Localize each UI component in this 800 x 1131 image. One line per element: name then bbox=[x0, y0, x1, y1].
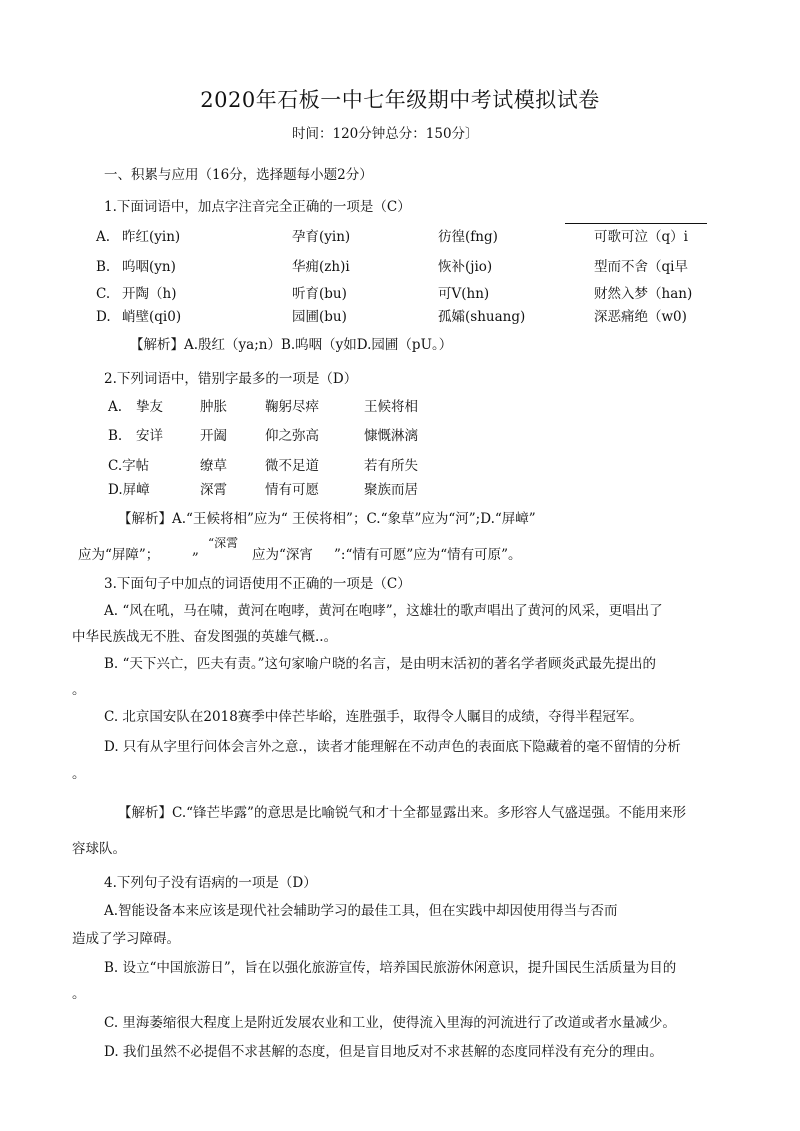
option-word: 孕育(yin) bbox=[292, 229, 351, 245]
option-word: 呜咽(yn) bbox=[122, 259, 176, 275]
q2-analysis-line1: 【解析】A.“王候将相”应为“ 王侯将相”；C.“象草”应为“河”;D.“屏嶂” bbox=[118, 511, 536, 527]
q3-analysis-line2: 容球队。 bbox=[72, 841, 126, 857]
q4-option-a-line2: 造成了学习障碍。 bbox=[72, 931, 180, 947]
analysis-text: „ bbox=[192, 542, 199, 558]
option-word: 开陶（h) bbox=[122, 286, 177, 302]
exam-meta: 时间：120分钟总分：150分〕 bbox=[292, 126, 479, 142]
option-word: 昨红(yin) bbox=[122, 229, 181, 245]
option-word: 深霄 bbox=[200, 482, 227, 498]
option-word: 华痈(zh)i bbox=[292, 259, 350, 275]
analysis-text: 应为“深宵 bbox=[252, 547, 313, 563]
option-word: 开阖 bbox=[200, 428, 227, 444]
q3-analysis-line1: 【解析】C.“锋芒毕露”的意思是比喻锐气和才十全都显露出来。多形容人气盛逞强。不能用来形 bbox=[118, 805, 686, 821]
option-word: 孤孀(shuang) bbox=[438, 309, 526, 325]
option-letter: A. bbox=[96, 229, 111, 245]
q3-option-a-line1: A. “风在吼，马在啸，黄河在咆哮，黄河在咆哮”，这雄壮的歌声唱出了黄河的风采，更唱出了 bbox=[104, 603, 663, 619]
option-letter: D. bbox=[96, 309, 111, 325]
analysis-text: “深霄 bbox=[208, 536, 239, 550]
option-word: 深恶痛绝（w0) bbox=[594, 309, 687, 325]
option-letter: C. bbox=[96, 286, 111, 302]
q3-option-a-line2: 中华民族战无不胜、奋发图强的英雄气概..。 bbox=[72, 629, 338, 645]
option-word: 聚族而居 bbox=[364, 482, 418, 498]
q3-option-d-line1: D. 只有从字里行问体会言外之意.，读者才能理解在不动声色的表面底下隐藏着的毫不留情的分析 bbox=[104, 739, 681, 755]
option-letter: C.字帖 bbox=[108, 458, 150, 474]
q4-option-b-line1: B. 设立“中国旅游日”，旨在以强化旅游宣传，培养国民旅游休闲意识，提升国民生活质量为目的 bbox=[104, 960, 677, 976]
q4-option-a-line1: A.智能设备本来应该是现代社会辅助学习的最佳工具，但在实践中却因使用得当与否而 bbox=[104, 903, 618, 919]
q3-stem: 3.下面句子中加点的词语使用不正确的一项是（C） bbox=[104, 576, 411, 592]
option-word: 挚友 bbox=[136, 399, 163, 415]
option-word: 财然入梦（han) bbox=[594, 286, 693, 302]
q1-overline bbox=[565, 223, 707, 224]
option-letter: D.屏嶂 bbox=[108, 482, 150, 498]
q4-option-d: D. 我们虽然不必提倡不求甚解的态度，但是盲目地反对不求甚解的态度同样没有充分的理由。 bbox=[104, 1044, 663, 1060]
option-word: 彷徨(fng) bbox=[438, 229, 498, 245]
option-word: 慷慨淋漓 bbox=[364, 428, 418, 444]
option-word: 听育(bu) bbox=[292, 286, 347, 302]
q4-option-b-line2: 。 bbox=[72, 986, 86, 1002]
analysis-text: 应为“屏障”； bbox=[78, 547, 160, 563]
option-letter: B. bbox=[96, 259, 111, 275]
q1-analysis: 【解析】A.殷红（ya;n）B.呜咽（y如D.园圃（pU。） bbox=[130, 337, 453, 353]
option-word: 情有可愿 bbox=[265, 482, 319, 498]
option-word: 仰之弥高 bbox=[265, 428, 319, 444]
option-word: 可V(hn) bbox=[438, 286, 490, 302]
q3-option-b-line1: B. “天下兴亡，匹夫有责。”这句家喻户晓的名言，是由明末活初的著名学者顾炎武最先提出的 bbox=[104, 656, 657, 672]
q4-stem: 4.下列句子没有语病的一项是（D） bbox=[104, 875, 317, 891]
q1-stem: 1.下面词语中，加点字注音完全正确的一项是（C） bbox=[104, 199, 411, 215]
option-letter: A. bbox=[108, 399, 123, 415]
q3-option-b-line2: 。 bbox=[72, 682, 86, 698]
q3-option-d-line2: 。 bbox=[72, 766, 86, 782]
option-word: 恢补(jio) bbox=[438, 259, 493, 275]
q3-option-c: C. 北京国安队在2018赛季中倖芒毕峪，连胜强手，取得令人瞩目的成绩，夺得半程冠军。 bbox=[104, 709, 643, 725]
section-heading: 一、积累与应用（16分，选择题每小题2分） bbox=[104, 167, 373, 183]
option-word: 型而不舍（qi早 bbox=[594, 259, 688, 275]
q4-option-c: C. 里海萎缩很大程度上是附近发展农业和工业，使得流入里海的河流进行了改道或者水量减少。 bbox=[104, 1015, 676, 1031]
option-word: 王候将相 bbox=[364, 399, 418, 415]
exam-title: 2020年石板一中七年级期中考试模拟试卷 bbox=[200, 88, 600, 112]
option-word: 缭草 bbox=[200, 458, 227, 474]
q2-stem: 2.下列词语中，错别字最多的一项是（D） bbox=[104, 371, 358, 387]
option-word: 肿胀 bbox=[200, 399, 227, 415]
option-word: 可歌可泣（q）i bbox=[594, 229, 688, 245]
option-word: 鞠躬尽瘁 bbox=[265, 399, 319, 415]
option-word: 微不足道 bbox=[265, 458, 319, 474]
option-word: 安详 bbox=[136, 428, 163, 444]
option-letter: B. bbox=[108, 428, 123, 444]
option-word: 园圃(bu) bbox=[292, 309, 347, 325]
option-word: 若有所失 bbox=[364, 458, 418, 474]
analysis-text: ”:“情有可愿”应为“情有可原”。 bbox=[334, 547, 522, 563]
option-word: 峭壁(qi0) bbox=[122, 309, 182, 325]
